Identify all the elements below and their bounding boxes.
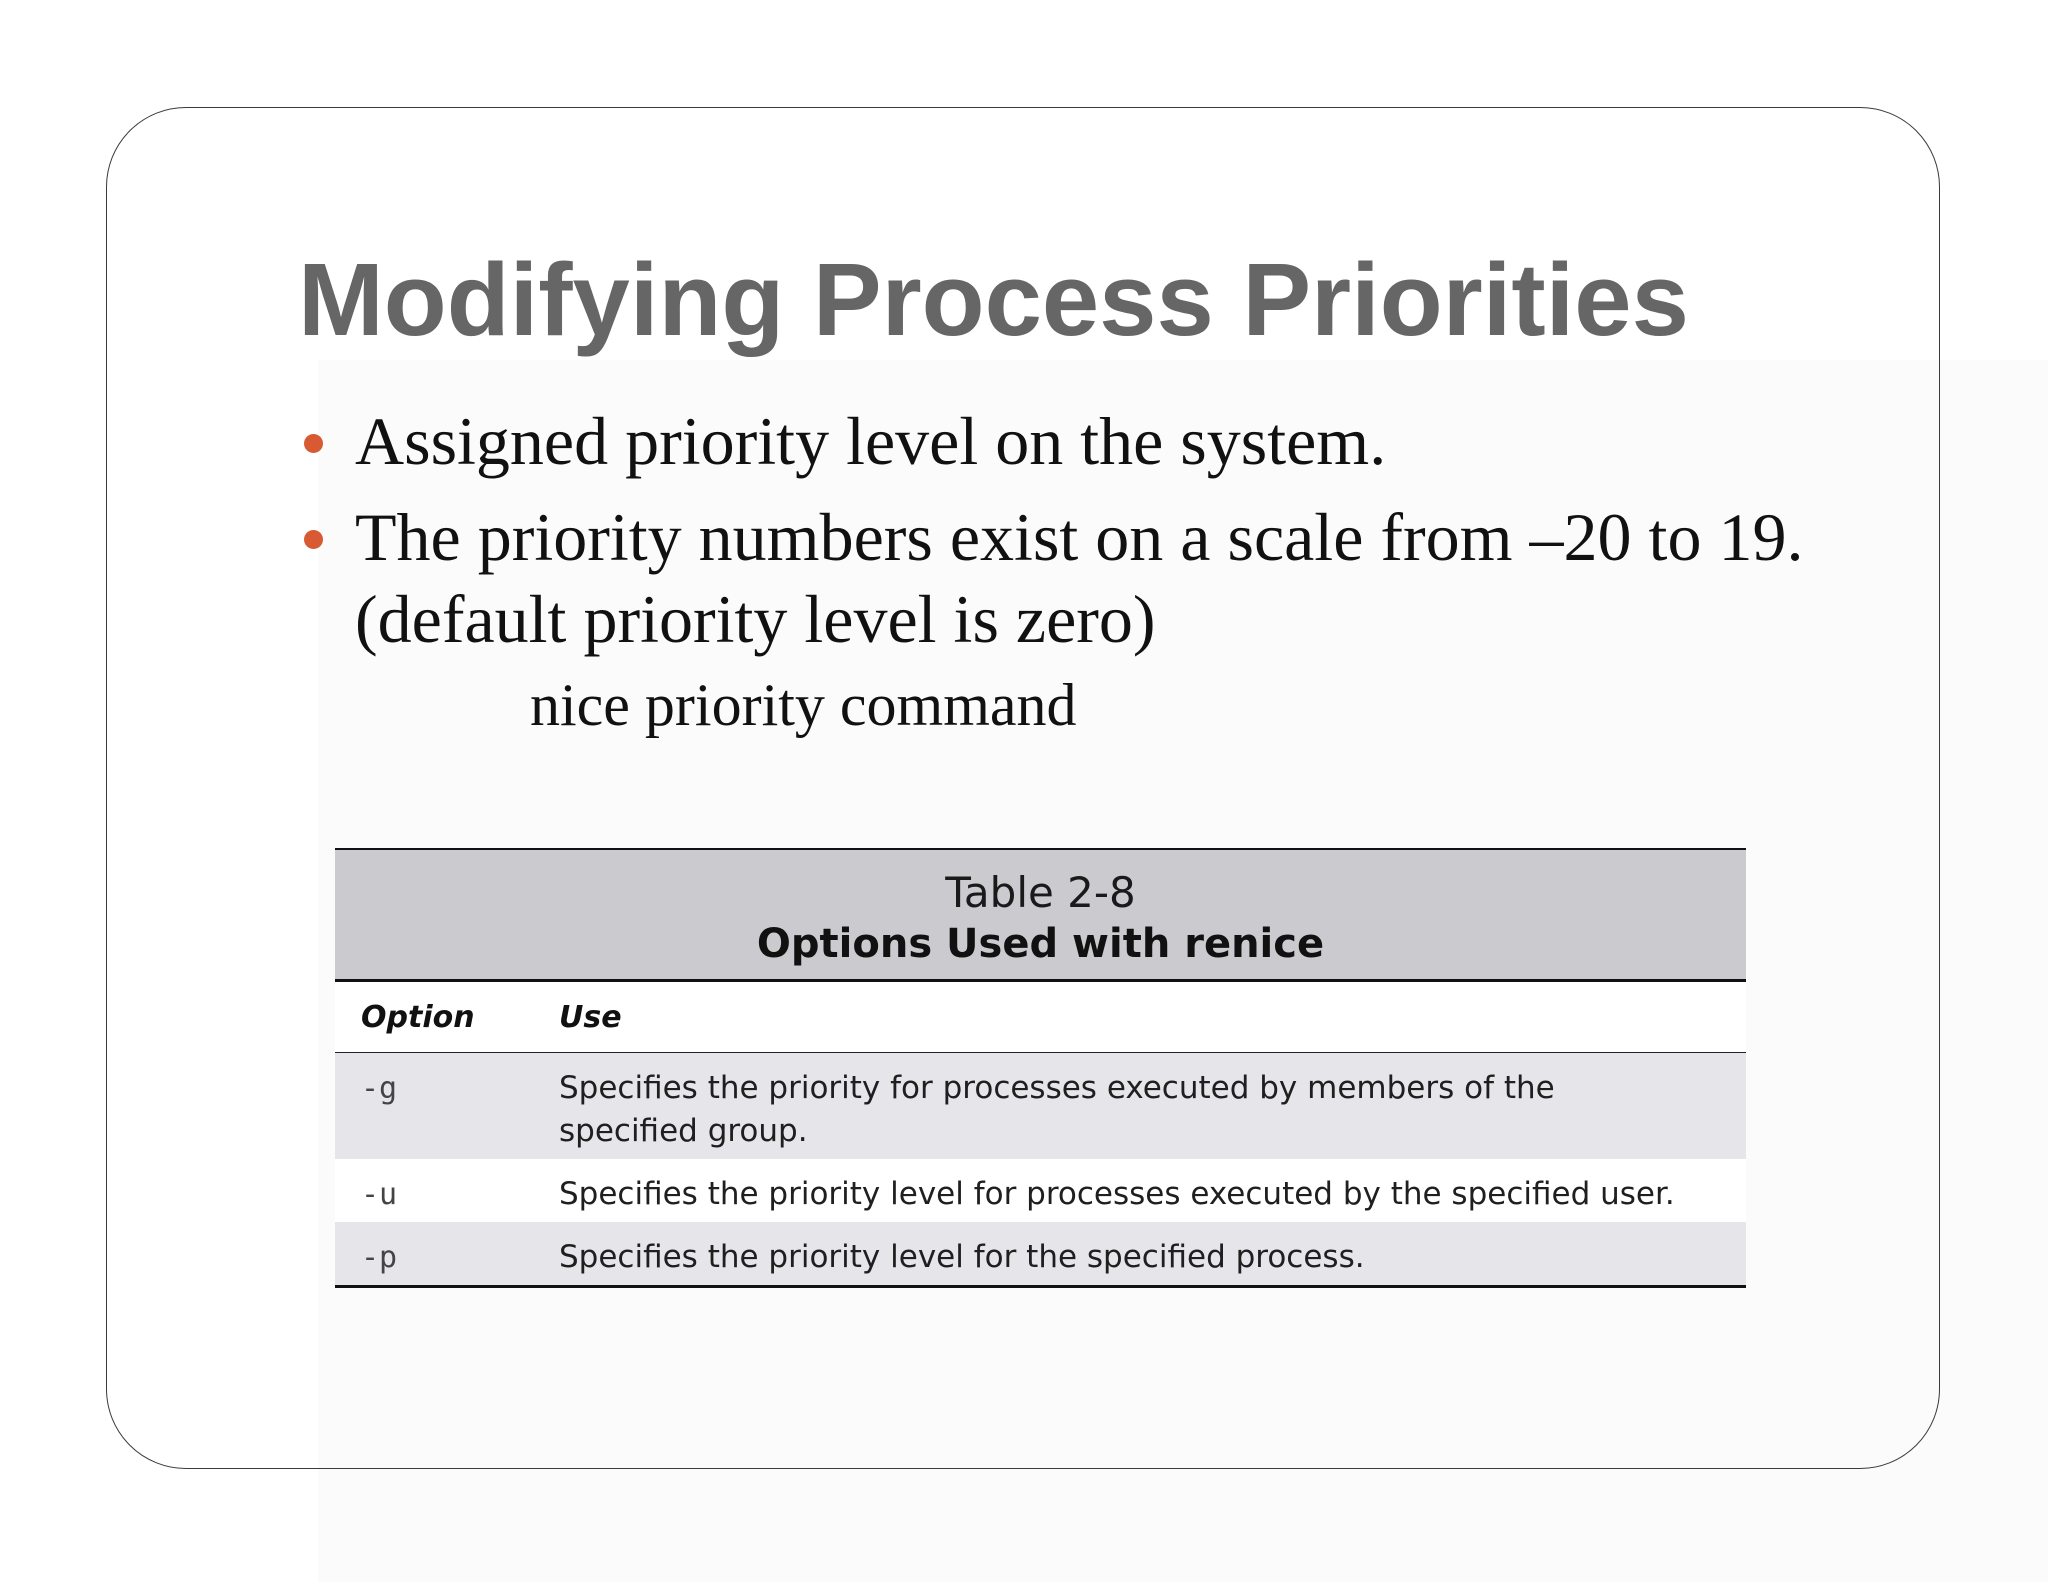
table-header-row: [335, 982, 1746, 1053]
bullet-text: The priority numbers exist on a scale from –20 to 19.: [355, 499, 1804, 575]
table-number: Table 2-8: [945, 868, 1136, 917]
bullet-item: [298, 496, 1803, 660]
bullet-text-continuation: (default priority level is zero): [355, 581, 1156, 657]
table-row: [335, 1222, 1746, 1287]
slide-title: Modifying Process Priorities: [298, 242, 1689, 357]
bullet-dot-icon: [304, 434, 323, 453]
header-option: Option: [335, 982, 545, 1053]
use-cell: [545, 1053, 1746, 1160]
bullet-dot-icon: [304, 530, 323, 549]
table-title: Options Used with renice: [756, 921, 1325, 967]
use-cell: Specifies the priority level for the specified process.: [545, 1222, 1746, 1287]
bullet-item: [298, 400, 1803, 482]
option-cell: -p: [335, 1222, 545, 1287]
option-cell: -g: [335, 1053, 545, 1160]
table-caption: [335, 848, 1746, 982]
command-line: nice priority command: [530, 672, 1077, 738]
bullet-text: Assigned priority level on the system.: [355, 403, 1387, 479]
use-text: Specifies the priority for processes executed by members of the specified group.: [559, 1070, 1555, 1149]
option-cell: -u: [335, 1159, 545, 1222]
header-use: Use: [545, 982, 1746, 1053]
bullet-list: [298, 400, 1803, 674]
table-body: [335, 982, 1746, 1288]
table-row: [335, 1053, 1746, 1160]
use-cell: Specifies the priority level for processes executed by the specified user.: [545, 1159, 1746, 1222]
table-row: [335, 1159, 1746, 1222]
options-table: [335, 848, 1746, 1288]
